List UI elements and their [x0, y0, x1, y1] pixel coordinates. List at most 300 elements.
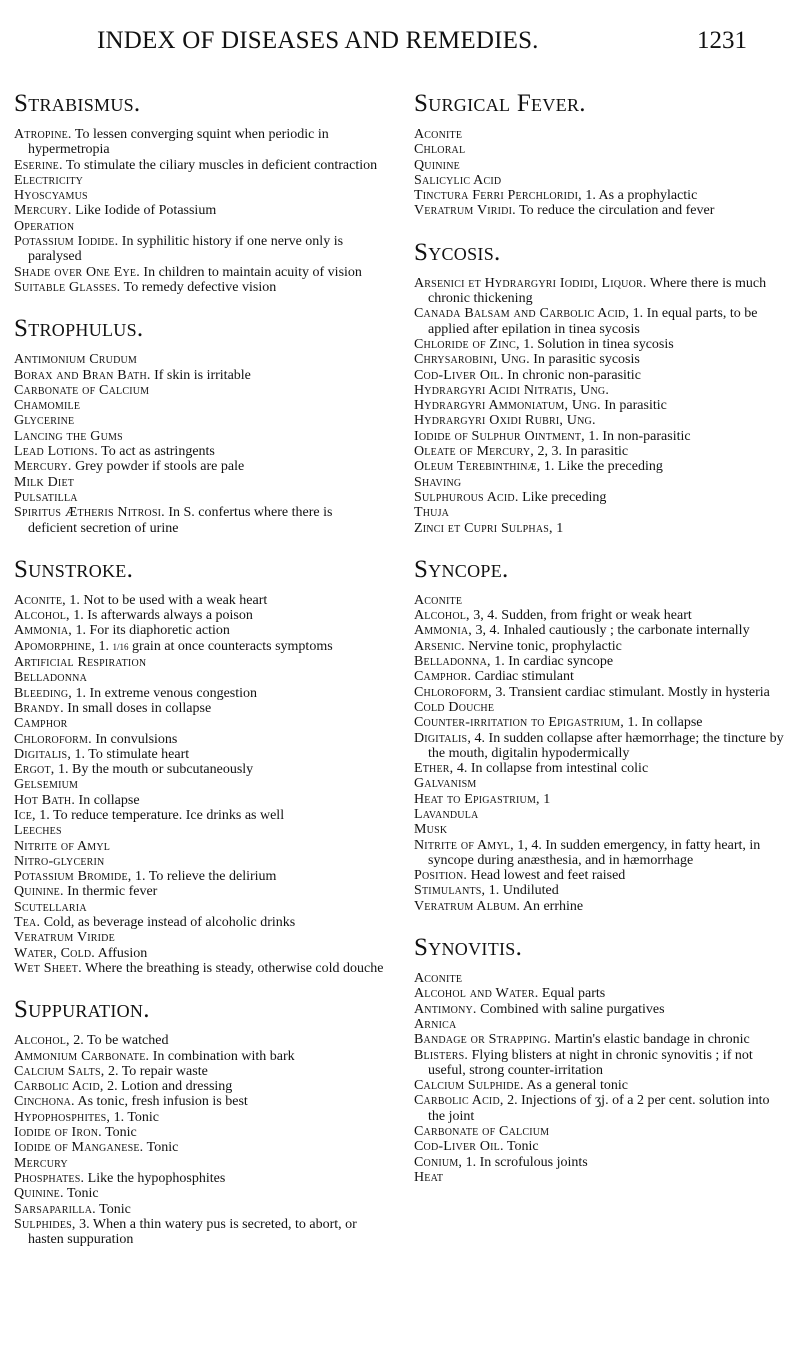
index-entry: [14, 823, 384, 838]
remedy-name: Electricity: [14, 172, 84, 188]
index-entry: [14, 854, 384, 869]
index-entry: [14, 732, 384, 747]
remedy-note: Tonic: [101, 1125, 137, 1141]
remedy-note: Cold, as beverage instead of alcoholic drinks: [40, 915, 296, 931]
remedy-note: Grey powder if stools are pale: [71, 459, 245, 475]
remedy-name: Zinci et Cupri Sulphas,: [414, 520, 553, 536]
remedy-name: Brandy.: [14, 700, 64, 716]
index-entry: [414, 1093, 786, 1124]
index-entry: [414, 1078, 786, 1093]
remedy-name: Calcium Sulphide.: [414, 1078, 524, 1094]
remedy-name: Heat: [414, 1169, 444, 1185]
remedy-name: Carbonate of Calcium: [14, 382, 150, 398]
remedy-note: In children to maintain acuity of vision: [139, 264, 362, 280]
remedy-name: Aconite,: [14, 592, 66, 608]
index-entry: [14, 265, 384, 280]
remedy-name: Arsenici et Hydrargyri Iodidi, Liquor.: [414, 275, 647, 291]
remedy-name: Aconite: [414, 971, 463, 987]
remedy-name: Potassium Iodide.: [14, 234, 119, 250]
remedy-note: 1. Tonic: [110, 1109, 160, 1125]
remedy-note: 1. Not to be used with a weak heart: [65, 592, 268, 608]
remedy-name: Chloroform.: [14, 731, 92, 747]
remedy-name: Shaving: [414, 474, 462, 490]
index-entry: [414, 1155, 786, 1170]
remedy-note: In combination with bark: [149, 1048, 295, 1064]
remedy-note: 2. Injections of ʒj. of a 2 per cent. solution into the joint: [428, 1093, 770, 1124]
index-entry: [14, 413, 384, 428]
remedy-name: Quinine: [414, 157, 460, 173]
index-entry: [14, 1202, 384, 1217]
index-entry: [414, 352, 786, 367]
remedy-name: Veratrum Album.: [414, 898, 521, 914]
index-entry: [14, 490, 384, 505]
remedy-note: Flying blisters at night in chronic synovitis ; if not useful, strong counter-irritation: [428, 1047, 753, 1078]
remedy-name: Ammonia,: [14, 623, 72, 639]
index-entry: [414, 505, 786, 520]
index-entry: [414, 1017, 786, 1032]
index-entry: [414, 868, 786, 883]
index-entry: [14, 593, 384, 608]
index-entry: [14, 1064, 384, 1079]
remedy-note: To reduce the circulation and fever: [515, 203, 715, 219]
remedy-name: Glycerine: [14, 413, 75, 429]
index-entry: [14, 368, 384, 383]
remedy-note: 1. In cardiac syncope: [490, 654, 614, 670]
remedy-name: Nitrite of Amyl,: [414, 837, 514, 853]
remedy-name: Alcohol and Water.: [414, 986, 539, 1002]
index-entry: [414, 776, 786, 791]
remedy-note: 1. To relieve the delirium: [131, 869, 277, 885]
index-entry: [14, 127, 384, 158]
index-entry: [14, 716, 384, 731]
section-heading: Sunstroke.: [14, 555, 134, 583]
remedy-name: Antimony.: [414, 1001, 477, 1017]
index-column-left: [14, 90, 384, 1267]
index-entry: [414, 986, 786, 1001]
remedy-note: To lessen converging squint when periodic in hypermetropia: [28, 127, 329, 158]
remedy-name: Artificial Respiration: [14, 655, 147, 671]
index-entry: [414, 1048, 786, 1079]
remedy-note: Tonic: [503, 1139, 539, 1155]
index-entry: [14, 670, 384, 685]
remedy-name: Iodide of Sulphur Ointment,: [414, 428, 585, 444]
index-entry: [14, 747, 384, 762]
index-entry: [414, 669, 786, 684]
remedy-note: 1, 4. In sudden emergency, in fatty heart, in syncope during anæsthesia, and in hæmorrhage: [428, 837, 761, 868]
running-title: INDEX OF DISEASES AND REMEDIES.: [97, 27, 539, 54]
remedy-name: Atropine.: [14, 127, 72, 142]
remedy-note: Head lowest and feet raised: [467, 868, 626, 884]
remedy-name: Leeches: [14, 823, 62, 839]
remedy-note: 3. Transient cardiac stimulant. Mostly in hysteria: [491, 684, 770, 700]
index-entry: [14, 946, 384, 961]
remedy-name: Ergot,: [14, 762, 55, 778]
remedy-note: 1. In collapse: [623, 715, 703, 731]
remedy-name: Lavandula: [414, 806, 479, 822]
section-synovitis: [414, 934, 786, 1185]
remedy-name: Ice,: [14, 807, 36, 823]
section-surgical-fever: [414, 90, 786, 219]
remedy-note: Where there is much chronic thickening: [428, 275, 767, 307]
remedy-note: As tonic, fresh infusion is best: [74, 1094, 248, 1110]
remedy-name: Calcium Salts,: [14, 1063, 105, 1079]
remedy-name: Hydrargyri Oxidi Rubri, Ung.: [414, 413, 596, 429]
remedy-note: 2. Lotion and dressing: [103, 1079, 233, 1095]
section-strophulus: [14, 315, 384, 536]
index-entry: [414, 1170, 786, 1185]
remedy-name: Phosphates.: [14, 1170, 85, 1186]
index-entry: [14, 1079, 384, 1094]
index-entry: [14, 808, 384, 823]
remedy-name: Quinine.: [14, 1186, 64, 1202]
index-entry: [414, 444, 786, 459]
index-entry: [14, 900, 384, 915]
remedy-note: In parasitic: [600, 398, 667, 414]
index-entry: [14, 869, 384, 884]
remedy-name: Ammonia,: [414, 623, 472, 639]
remedy-name: Nitro-glycerin: [14, 853, 105, 869]
remedy-note: Nervine tonic, prophylactic: [464, 638, 622, 654]
remedy-name: Carbonate of Calcium: [414, 1124, 550, 1140]
remedy-note: 1. Undiluted: [485, 883, 559, 899]
index-entry: [414, 203, 786, 218]
section-heading: Surgical Fever.: [414, 90, 586, 117]
remedy-note: 1. To reduce temperature. Ice drinks as well: [35, 807, 285, 823]
remedy-name: Wet Sheet.: [14, 960, 82, 976]
index-column-right: [414, 90, 786, 1205]
remedy-note: In parasitic sycosis: [529, 352, 640, 368]
index-entry: [14, 777, 384, 792]
remedy-name: Gelsemium: [14, 777, 79, 793]
index-entry: [14, 398, 384, 413]
remedy-name: Counter-irritation to Epigastrium,: [414, 715, 624, 731]
section-heading: Synovitis.: [414, 934, 523, 962]
index-entry: [414, 459, 786, 474]
remedy-name: Alcohol,: [414, 608, 470, 624]
remedy-name: Arnica: [414, 1016, 457, 1032]
index-entry: [414, 188, 786, 203]
remedy-note: 1. For its diaphoretic action: [72, 623, 230, 639]
remedy-name: Mercury: [14, 1155, 68, 1171]
index-entry: [14, 701, 384, 716]
remedy-name: Suitable Glasses.: [14, 279, 121, 295]
index-entry: [14, 839, 384, 854]
section-sycosis: [414, 239, 786, 536]
remedy-note: Like preceding: [518, 489, 607, 505]
remedy-name: Mercury.: [14, 459, 72, 475]
remedy-note: As a general tonic: [523, 1078, 628, 1094]
index-entry: [414, 792, 786, 807]
index-entry: [414, 715, 786, 730]
index-entry: [414, 490, 786, 505]
index-entry: [414, 306, 786, 337]
index-entry: [414, 127, 786, 142]
index-entry: [414, 685, 786, 700]
remedy-name: Oleum Terebinthinæ,: [414, 459, 541, 475]
remedy-name: Eserine.: [14, 157, 63, 173]
remedy-name: Shade over One Eye.: [14, 264, 140, 280]
index-entry: [14, 203, 384, 218]
section-heading: Suppuration.: [14, 996, 150, 1024]
remedy-note: 1: [552, 520, 564, 536]
remedy-note: 1. In non-parasitic: [584, 428, 691, 444]
index-entry: [414, 971, 786, 986]
remedy-name: Sarsaparilla.: [14, 1201, 96, 1217]
index-entry: [14, 1140, 384, 1155]
index-entry: [414, 158, 786, 173]
index-entry: [414, 807, 786, 822]
remedy-note: In thermic fever: [63, 884, 158, 900]
remedy-name: Cod-Liver Oil.: [414, 367, 504, 383]
remedy-name: Hydrargyri Acidi Nitratis, Ung.: [414, 382, 610, 398]
remedy-name: Blisters.: [414, 1047, 469, 1063]
remedy-note-continued: grain at once counteracts symptoms: [128, 638, 333, 654]
index-entry: [14, 383, 384, 398]
index-entry: [14, 655, 384, 670]
index-entry: [14, 459, 384, 474]
index-entry: [14, 1094, 384, 1109]
remedy-note: 3. When a thin watery pus is secreted, to abort, or hasten suppuration: [28, 1216, 357, 1248]
remedy-note: If skin is irritable: [150, 367, 251, 383]
remedy-note: 1. To stimulate heart: [71, 746, 190, 762]
remedy-name: Camphor: [14, 716, 68, 732]
remedy-note: 1. By the mouth or subcutaneously: [54, 762, 254, 778]
index-entry: [414, 639, 786, 654]
remedy-note: Martin's elastic bandage in chronic: [550, 1032, 750, 1048]
remedy-note: To stimulate the ciliary muscles in deficient contraction: [62, 157, 378, 173]
remedy-note: In syphilitic history if one nerve only is paralysed: [28, 234, 344, 265]
remedy-name: Cod-Liver Oil.: [414, 1139, 504, 1155]
index-entry: [414, 1002, 786, 1017]
index-entry: [14, 173, 384, 188]
section-sunstroke: [14, 556, 384, 976]
index-entry: [414, 475, 786, 490]
remedy-name: Quinine.: [14, 884, 64, 900]
remedy-name: Belladonna: [14, 670, 87, 686]
remedy-name: Lead Lotions.: [14, 444, 98, 460]
index-entry: [414, 1124, 786, 1139]
remedy-note: In collapse: [75, 792, 140, 808]
index-entry: [14, 1049, 384, 1064]
remedy-note: 1.: [95, 638, 110, 654]
remedy-name: Veratrum Viride: [14, 930, 115, 946]
remedy-name: Cinchona.: [14, 1094, 75, 1110]
index-entry: [14, 1110, 384, 1125]
remedy-note: 2. To repair waste: [104, 1063, 208, 1079]
remedy-name: Stimulants,: [414, 883, 486, 899]
remedy-name: Hot Bath.: [14, 792, 76, 808]
index-entry: [414, 173, 786, 188]
remedy-name: Hyoscyamus: [14, 188, 88, 204]
remedy-name: Nitrite of Amyl: [14, 838, 111, 854]
section-strabismus: [14, 90, 384, 295]
index-entry: [14, 793, 384, 808]
index-entry: [14, 884, 384, 899]
remedy-name: Ether,: [414, 761, 454, 777]
remedy-name: Carbolic Acid,: [14, 1079, 104, 1095]
remedy-note: To act as astringents: [97, 444, 215, 460]
remedy-note: 1. Like the preceding: [540, 459, 663, 475]
index-entry: [414, 731, 786, 762]
remedy-name: Aconite: [414, 127, 463, 142]
remedy-name: Borax and Bran Bath.: [14, 367, 151, 383]
section-heading: Strophulus.: [14, 315, 144, 343]
remedy-name: Position.: [414, 868, 468, 884]
section-suppuration: [14, 996, 384, 1247]
remedy-name: Milk Diet: [14, 474, 75, 490]
remedy-note: Tonic: [95, 1201, 131, 1217]
index-entry: [414, 142, 786, 157]
index-entry: [414, 822, 786, 837]
remedy-name: Mercury.: [14, 203, 72, 219]
remedy-name: Carbolic Acid,: [414, 1093, 504, 1109]
remedy-name: Chrysarobini, Ung.: [414, 352, 530, 368]
remedy-note: Where the breathing is steady, otherwise cold douche: [81, 960, 384, 976]
remedy-note: 1. In extreme venous congestion: [71, 685, 258, 701]
remedy-name: Heat to Epigastrium,: [414, 791, 540, 807]
index-entry: [14, 444, 384, 459]
remedy-name: Iodide of Manganese.: [14, 1140, 144, 1156]
index-entry: [414, 761, 786, 776]
remedy-name: Alcohol,: [14, 608, 70, 624]
index-entry: [414, 700, 786, 715]
remedy-name: Aconite: [414, 592, 463, 608]
remedy-note: Like the hypophosphites: [84, 1170, 226, 1186]
index-entry: [414, 368, 786, 383]
remedy-note: Cardiac stimulant: [471, 669, 574, 685]
remedy-name: Alcohol,: [14, 1033, 70, 1049]
remedy-note: 3, 4. Sudden, from fright or weak heart: [469, 608, 692, 624]
remedy-note: Tonic: [143, 1140, 179, 1156]
index-entry: [14, 686, 384, 701]
remedy-note: 1. Solution in tinea sycosis: [519, 336, 674, 352]
remedy-name: Arsenic.: [414, 638, 465, 654]
index-entry: [14, 1217, 384, 1248]
index-entry: [414, 429, 786, 444]
remedy-name: Camphor.: [414, 669, 472, 685]
index-entry: [14, 475, 384, 490]
index-entry: [414, 623, 786, 638]
section-heading: Sycosis.: [414, 238, 501, 266]
remedy-name: Iodide of Iron.: [14, 1125, 102, 1141]
remedy-name: Apomorphine,: [14, 638, 96, 654]
remedy-note: 4. In collapse from intestinal colic: [453, 761, 649, 777]
index-entry: [14, 608, 384, 623]
running-head: [0, 27, 801, 67]
remedy-name: Ammonium Carbonate.: [14, 1048, 150, 1064]
remedy-note: 4. In sudden collapse after hæmorrhage; the tincture by the mouth, digitalin hypodermically: [428, 730, 784, 761]
index-entry: [414, 521, 786, 536]
index-entry: [414, 608, 786, 623]
index-entry: [14, 639, 384, 655]
index-entry: [14, 352, 384, 367]
remedy-note: Equal parts: [538, 986, 606, 1002]
section-syncope: [414, 556, 786, 914]
index-entry: [14, 158, 384, 173]
remedy-name: Chloral: [414, 142, 466, 158]
remedy-note: An errhine: [520, 898, 584, 914]
index-entry: [14, 188, 384, 203]
index-entry: [14, 930, 384, 945]
remedy-name: Lancing the Gums: [14, 428, 123, 444]
index-entry: [414, 413, 786, 428]
remedy-name: Scutellaria: [14, 899, 87, 915]
remedy-note: Like Iodide of Potassium: [71, 203, 217, 219]
remedy-name: Chloroform,: [414, 684, 492, 700]
dose-fraction: 1/16: [112, 641, 129, 652]
remedy-note: 1: [539, 791, 551, 807]
page-number: 1231: [697, 27, 747, 54]
index-entry: [14, 219, 384, 234]
section-heading: Strabismus.: [14, 90, 141, 117]
index-entry: [414, 337, 786, 352]
remedy-name: Water, Cold.: [14, 945, 96, 961]
remedy-name: Spiritus Ætheris Nitrosi.: [14, 505, 165, 521]
remedy-note: Tonic: [63, 1186, 99, 1202]
remedy-name: Sulphides,: [14, 1216, 76, 1232]
remedy-name: Hydrargyri Ammoniatum, Ung.: [414, 398, 601, 414]
remedy-name: Tinctura Ferri Perchloridi,: [414, 188, 582, 204]
index-entry: [14, 429, 384, 444]
index-entry: [414, 654, 786, 669]
remedy-note: 3, 4. Inhaled cautiously ; the carbonate internally: [472, 623, 750, 639]
index-entry: [14, 1125, 384, 1140]
remedy-name: Canada Balsam and Carbolic Acid,: [414, 306, 630, 322]
remedy-note: 1. In scrofulous joints: [462, 1154, 588, 1170]
index-entry: [14, 505, 384, 536]
remedy-name: Thuja: [414, 505, 450, 521]
index-entry: [14, 961, 384, 976]
index-entry: [14, 280, 384, 295]
remedy-note: To remedy defective vision: [120, 279, 277, 295]
index-entry: [14, 1033, 384, 1048]
remedy-name: Salicylic Acid: [414, 172, 502, 188]
remedy-name: Musk: [414, 822, 448, 838]
remedy-note: 1. In equal parts, to be applied after epilation in tinea sycosis: [428, 306, 758, 337]
remedy-name: Digitalis,: [14, 746, 72, 762]
remedy-name: Operation: [14, 218, 75, 234]
index-entry: [414, 1032, 786, 1047]
remedy-name: Hypophosphites,: [14, 1109, 111, 1125]
remedy-name: Veratrum Viridi.: [414, 203, 516, 219]
remedy-name: Bandage or Strapping.: [414, 1032, 551, 1048]
index-entry: [414, 276, 786, 307]
remedy-name: Potassium Bromide,: [14, 869, 132, 885]
remedy-note: 1. As a prophylactic: [581, 188, 698, 204]
index-entry: [414, 383, 786, 398]
index-entry: [14, 1171, 384, 1186]
remedy-name: Antimonium Crudum: [14, 352, 138, 368]
index-entry: [14, 1186, 384, 1201]
section-heading: Syncope.: [414, 555, 509, 583]
remedy-note: Affusion: [95, 945, 148, 961]
index-entry: [14, 234, 384, 265]
remedy-note: In chronic non-parasitic: [503, 367, 641, 383]
remedy-name: Digitalis,: [414, 730, 472, 746]
index-entry: [414, 593, 786, 608]
remedy-name: Galvanism: [414, 776, 477, 792]
index-entry: [14, 623, 384, 638]
index-entry: [414, 838, 786, 869]
remedy-name: Conium,: [414, 1154, 463, 1170]
remedy-note: 1. Is afterwards always a poison: [69, 608, 253, 624]
remedy-note: In S. confertus where there is deficient secretion of urine: [28, 505, 333, 536]
index-entry: [414, 1139, 786, 1154]
index-entry: [414, 883, 786, 898]
remedy-note: 2, 3. In parasitic: [534, 444, 629, 460]
index-entry: [14, 915, 384, 930]
remedy-note: 2. To be watched: [69, 1033, 169, 1049]
